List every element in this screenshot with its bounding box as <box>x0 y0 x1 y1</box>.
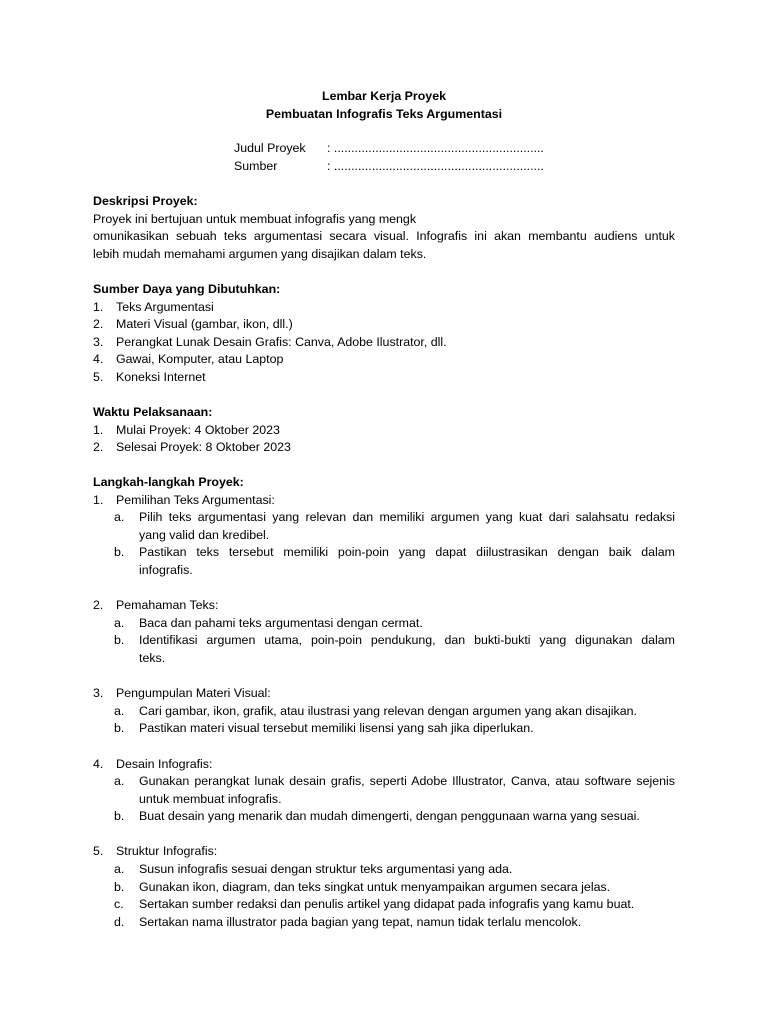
step-number: 2. <box>93 598 104 613</box>
sub-text: yang valid dan kredibel. <box>139 527 270 542</box>
sub-item <box>93 544 675 579</box>
spacer <box>93 826 675 844</box>
field-label: Judul Proyek <box>234 141 306 155</box>
section-sumber-daya <box>93 281 675 387</box>
list-text: Perangkat Lunak Desain Grafis: Canva, Adobe Ilustrator, dll. <box>116 334 447 349</box>
step-number: 5. <box>93 844 104 859</box>
step-text: Pengumpulan Materi Visual: <box>116 686 271 701</box>
sub-item <box>93 861 675 879</box>
sub-item <box>93 896 675 914</box>
step-text: Desain Infografis: <box>116 756 213 771</box>
sub-letter: b. <box>114 633 125 648</box>
sub-text: Pilih teks argumentasi yang relevan dan memiliki argumen yang kuat dari salahsatu redaksi <box>139 510 675 525</box>
step-title <box>93 597 675 615</box>
list-number: 2. <box>93 317 104 332</box>
step-text: Pemahaman Teks: <box>116 598 219 613</box>
list-item <box>93 299 675 317</box>
section-langkah <box>93 474 675 931</box>
spacer <box>93 580 675 598</box>
sub-text: Baca dan pahami teks argumentasi dengan cermat. <box>139 615 423 630</box>
sub-text: Gunakan perangkat lunak desain grafis, seperti Adobe Illustrator, Canva, atau software sejenis <box>139 774 675 789</box>
sub-item <box>93 615 675 633</box>
paragraph-line: omunikasikan sebuah teks argumentasi secara visual. Infografis ini akan membantu audiens untuk <box>93 229 675 244</box>
sub-item <box>93 703 675 721</box>
sub-text: Sertakan sumber redaksi dan penulis artikel yang didapat pada infografis yang kamu buat. <box>139 897 635 912</box>
sub-item <box>93 879 675 897</box>
section-heading: Waktu Pelaksanaan: <box>93 405 213 419</box>
sub-item <box>93 914 675 932</box>
step-text: Pemilihan Teks Argumentasi: <box>116 492 275 507</box>
list-item <box>93 439 675 457</box>
sub-text: Pastikan teks tersebut memiliki poin-poin yang dapat diilustrasikan dengan baik dalam <box>139 545 675 560</box>
step-number: 3. <box>93 686 104 701</box>
list-item <box>93 334 675 352</box>
project-fields <box>234 140 544 175</box>
paragraph-line: Proyek ini bertujuan untuk membuat infografis yang mengk <box>93 211 417 226</box>
step-title <box>93 492 675 510</box>
list-number: 1. <box>93 299 104 314</box>
field-blank: : ............................................................. <box>327 158 544 173</box>
spacer <box>93 738 675 756</box>
list-text: Koneksi Internet <box>116 369 206 384</box>
sub-letter: a. <box>114 862 125 877</box>
step-number: 1. <box>93 492 104 507</box>
list-text: Teks Argumentasi <box>116 299 214 314</box>
sub-item <box>93 632 675 667</box>
step-text: Struktur Infografis: <box>116 844 218 859</box>
sub-letter: b. <box>114 721 125 736</box>
sub-text: Sertakan nama illustrator pada bagian yang tepat, namun tidak terlalu mencolok. <box>139 914 582 929</box>
field-judul-proyek <box>234 140 544 158</box>
sub-text: teks. <box>139 650 166 665</box>
list-text: Mulai Proyek: 4 Oktober 2023 <box>116 422 280 437</box>
field-blank: : ............................................................. <box>327 141 544 155</box>
sub-item <box>93 808 675 826</box>
sub-letter: d. <box>114 914 125 929</box>
sub-text: Identifikasi argumen utama, poin-poin pendukung, dan bukti-bukti yang digunakan dalam <box>139 633 675 648</box>
sub-text: infografis. <box>139 562 193 577</box>
sub-text: Susun infografis sesuai dengan struktur teks argumentasi yang ada. <box>139 862 513 877</box>
sub-letter: c. <box>114 897 124 912</box>
step-title <box>93 685 675 703</box>
list-text: Materi Visual (gambar, ikon, dll.) <box>116 317 293 332</box>
sub-text: untuk membuat infografis. <box>139 791 282 806</box>
list-item <box>93 422 675 440</box>
list-number: 5. <box>93 369 104 384</box>
section-heading: Deskripsi Proyek: <box>93 194 198 208</box>
sub-letter: b. <box>114 809 125 824</box>
list-item <box>93 316 675 334</box>
sub-letter: a. <box>114 615 125 630</box>
sub-letter: b. <box>114 545 125 560</box>
sub-item <box>93 773 675 808</box>
paragraph-line: lebih mudah memahami argumen yang disajikan dalam teks. <box>93 246 427 261</box>
sub-text: Buat desain yang menarik dan mudah dimengerti, dengan penggunaan warna yang sesuai. <box>139 809 640 824</box>
field-label: Sumber <box>234 158 278 173</box>
sub-text: Gunakan ikon, diagram, dan teks singkat untuk menyampaikan argumen secara jelas. <box>139 879 611 894</box>
document-subtitle: Pembuatan Infografis Teks Argumentasi <box>265 107 503 121</box>
section-deskripsi <box>93 193 675 263</box>
sub-item <box>93 720 675 738</box>
step-title <box>93 756 675 774</box>
sub-letter: a. <box>114 703 125 718</box>
step-title <box>93 843 675 861</box>
sub-letter: a. <box>114 510 125 525</box>
field-sumber <box>234 158 544 176</box>
list-item <box>93 351 675 369</box>
sub-letter: a. <box>114 774 125 789</box>
sub-item <box>93 509 675 544</box>
list-number: 3. <box>93 334 104 349</box>
section-heading: Langkah-langkah Proyek: <box>93 475 244 489</box>
list-number: 4. <box>93 352 104 367</box>
section-heading: Sumber Daya yang Dibutuhkan: <box>93 282 281 296</box>
document-title: Lembar Kerja Proyek <box>322 89 446 103</box>
sub-text: Cari gambar, ikon, grafik, atau ilustrasi yang relevan dengan argumen yang akan disajikan. <box>139 703 637 718</box>
spacer <box>93 668 675 686</box>
section-waktu <box>93 404 675 457</box>
list-number: 2. <box>93 440 104 455</box>
list-number: 1. <box>93 422 104 437</box>
list-text: Selesai Proyek: 8 Oktober 2023 <box>116 440 291 455</box>
list-item <box>93 369 675 387</box>
step-number: 4. <box>93 756 104 771</box>
sub-letter: b. <box>114 879 125 894</box>
sub-text: Pastikan materi visual tersebut memiliki lisensi yang sah jika diperlukan. <box>139 721 534 736</box>
list-text: Gawai, Komputer, atau Laptop <box>116 352 284 367</box>
